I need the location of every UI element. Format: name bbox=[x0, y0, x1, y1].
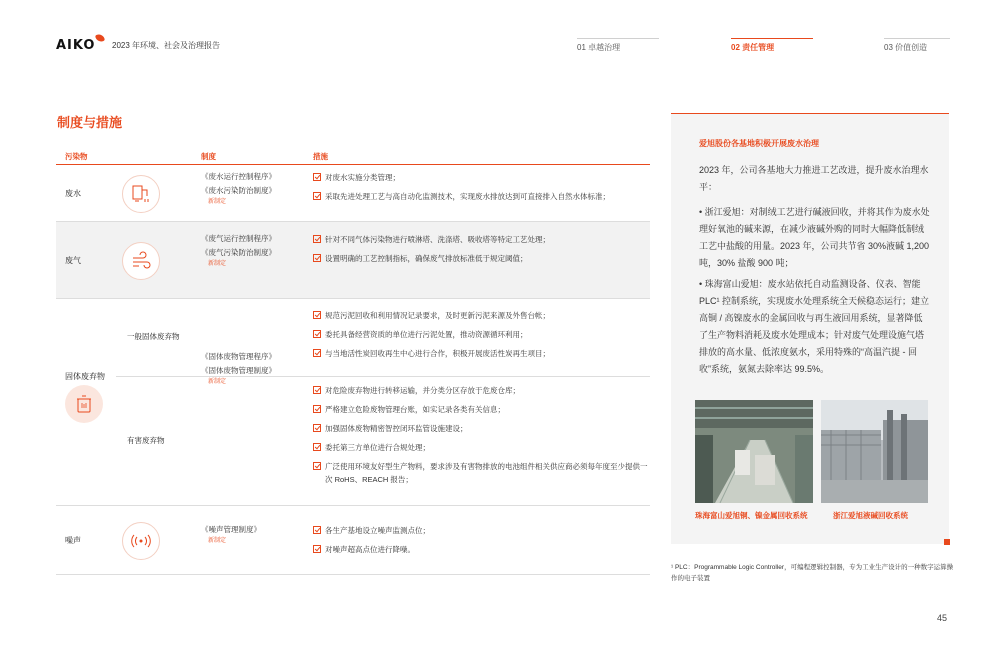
header-measures: 措施 bbox=[313, 152, 328, 161]
logo-mark-icon bbox=[95, 33, 105, 43]
hazardous-measures-list bbox=[313, 384, 649, 492]
bullet-zhuhai: • 珠海富山爱旭：废水站依托自动监测设备、仪表、智能 PLC¹ 控制系统，实现废水处理系统全天候稳态运行；建立高铜 / 高镍废水的金属回收与再生液回用系统，显著降低了生产物料消耗及废水处理成本；针对废气处理设施气塔排放的高水量、低浓度氨水，采用特殊的“高温汽提 - 回收”系统，氨氮去除率达 99.5%。 bbox=[699, 279, 930, 374]
checkbox-icon bbox=[313, 545, 321, 553]
measure-item: 加强固体废物精密智控闭环监管设施建设； bbox=[313, 422, 649, 435]
general-measures-list bbox=[313, 309, 649, 366]
row-exhaust bbox=[56, 222, 650, 299]
measure-item: 委托具备经营资质的单位进行污泥处置，推动资源循环利用； bbox=[313, 328, 649, 341]
waste-bin-icon bbox=[65, 385, 103, 423]
row-solid-waste bbox=[56, 299, 650, 506]
new-tag: 新制定 bbox=[208, 199, 227, 205]
row-noise bbox=[56, 506, 650, 575]
measure-item: 对危险废弃物进行转移运输，并分类分区存放于危废仓库； bbox=[313, 384, 649, 397]
policy-doc: 《固体废物管理制度》 bbox=[201, 366, 276, 375]
checkbox-icon bbox=[313, 173, 321, 181]
policy-table bbox=[56, 146, 650, 575]
page-number: 45 bbox=[937, 613, 948, 623]
new-tag: 新制定 bbox=[208, 261, 227, 267]
checkbox-icon bbox=[313, 405, 321, 413]
checkbox-icon bbox=[313, 349, 321, 357]
checkbox-icon bbox=[313, 386, 321, 394]
pollutant-label: 固体废弃物 bbox=[65, 372, 105, 381]
policy-doc: 《固体废物管理程序》 bbox=[201, 352, 276, 361]
caption-zhejiang: 浙江爱旭液碱回收系统 bbox=[833, 511, 908, 520]
policy-doc: 《废气污染防治制度》 bbox=[201, 248, 276, 257]
measure-item: 与当地活性炭回收再生中心进行合作，积极开展废活性炭再生项目； bbox=[313, 347, 649, 360]
new-tag: 新制定 bbox=[208, 538, 227, 544]
panel-title: 爱旭股份各基地积极开展废水治理 bbox=[699, 139, 819, 148]
pollutant-label: 废水 bbox=[65, 189, 81, 198]
hazardous-waste-label: 有害废弃物 bbox=[127, 436, 165, 445]
checkbox-icon bbox=[313, 443, 321, 451]
nav-responsibility[interactable]: 02 责任管理 bbox=[731, 38, 813, 53]
measure-item: 对噪声超高点位进行降噪。 bbox=[313, 543, 649, 556]
checkbox-icon bbox=[313, 235, 321, 243]
measures-list bbox=[313, 233, 649, 271]
nav-governance[interactable]: 01 卓越治理 bbox=[577, 38, 659, 53]
measure-item: 采取先进处理工艺与高自动化监测技术，实现废水排放达到可直接排入自然水体标准； bbox=[313, 190, 649, 203]
noise-signal-icon bbox=[122, 522, 160, 560]
wastewater-pipe-icon bbox=[122, 175, 160, 213]
panel-intro: 2023 年，公司各基地大力推进工艺改进，提升废水治理水平： bbox=[699, 165, 929, 192]
measures-list bbox=[313, 524, 649, 562]
policy-doc: 《废气运行控制程序》 bbox=[201, 234, 276, 243]
wind-icon bbox=[122, 242, 160, 280]
bullet-zhejiang: • 浙江爱旭：对制绒工艺进行碱液回收，并将其作为废水处理好氧池的碱来源，在减少液碱外购的同时大幅降低制绒工艺中盐酸的用量。2023 年，公司共节省 30%液碱 1,200 吨，30% 盐酸 900 吨； bbox=[699, 207, 930, 268]
policy-doc: 《废水污染防治制度》 bbox=[201, 186, 276, 195]
checkbox-icon bbox=[313, 424, 321, 432]
measure-item: 针对不同气体污染物进行喷淋塔、洗涤塔、吸收塔等特定工艺处理； bbox=[313, 233, 649, 246]
table-header bbox=[56, 146, 650, 165]
checkbox-icon bbox=[313, 462, 321, 470]
section-title: 制度与措施 bbox=[57, 115, 123, 130]
checkbox-icon bbox=[313, 526, 321, 534]
policy-docs bbox=[201, 232, 276, 271]
photo-zhuhai-recovery-system bbox=[695, 400, 813, 503]
brand-logo: AIKO bbox=[56, 38, 96, 53]
policy-doc: 《废水运行控制程序》 bbox=[201, 172, 276, 181]
measure-item: 各生产基地设立噪声监测点位； bbox=[313, 524, 649, 537]
photo-zhejiang-recovery-system bbox=[821, 400, 928, 503]
measure-item: 规范污泥回收和利用情况记录要求，及时更新污泥来源及外售台帐； bbox=[313, 309, 649, 322]
pollutant-label: 噪声 bbox=[65, 536, 81, 545]
checkbox-icon bbox=[313, 311, 321, 319]
report-title: 2023 年环境、社会及治理报告 bbox=[112, 41, 221, 50]
measures-list bbox=[313, 171, 649, 209]
header-pollutant: 污染物 bbox=[65, 152, 88, 161]
checkbox-icon bbox=[313, 254, 321, 262]
panel-corner-accent bbox=[944, 539, 950, 545]
checkbox-icon bbox=[313, 192, 321, 200]
new-tag: 新制定 bbox=[208, 379, 227, 385]
general-waste-label: 一般固体废弃物 bbox=[127, 332, 180, 341]
nav-value[interactable]: 03 价值创造 bbox=[884, 38, 950, 53]
policy-docs bbox=[201, 350, 276, 389]
checkbox-icon bbox=[313, 330, 321, 338]
case-study-panel bbox=[671, 113, 949, 544]
measure-item: 严格建立危险废物管理台账，如实记录各类有关信息； bbox=[313, 403, 649, 416]
measure-item: 设置明确的工艺控制指标，确保废气排放标准低于规定阈值； bbox=[313, 252, 649, 265]
measure-item: 委托第三方单位进行合规处理； bbox=[313, 441, 649, 454]
row-wastewater bbox=[56, 165, 650, 222]
policy-docs bbox=[201, 170, 276, 209]
measure-item: 广泛使用环境友好型生产物料，要求涉及有害物排放的电池组件相关供应商必须每年度至少提供一次 RoHS、REACH 报告； bbox=[313, 460, 649, 486]
measure-item: 对废水实施分类管理； bbox=[313, 171, 649, 184]
policy-docs bbox=[201, 523, 261, 548]
caption-zhuhai: 珠海富山爱旭铜、镍金属回收系统 bbox=[695, 511, 808, 520]
header-policy: 制度 bbox=[201, 152, 216, 161]
footnote: ¹ PLC：Programmable Logic Controller，可编程逻辑控制器，专为工业生产设计的一种数字运算操作的电子装置 bbox=[671, 564, 954, 582]
row-divider bbox=[116, 376, 650, 377]
policy-doc: 《噪声管理制度》 bbox=[201, 525, 261, 534]
pollutant-label: 废气 bbox=[65, 256, 81, 265]
